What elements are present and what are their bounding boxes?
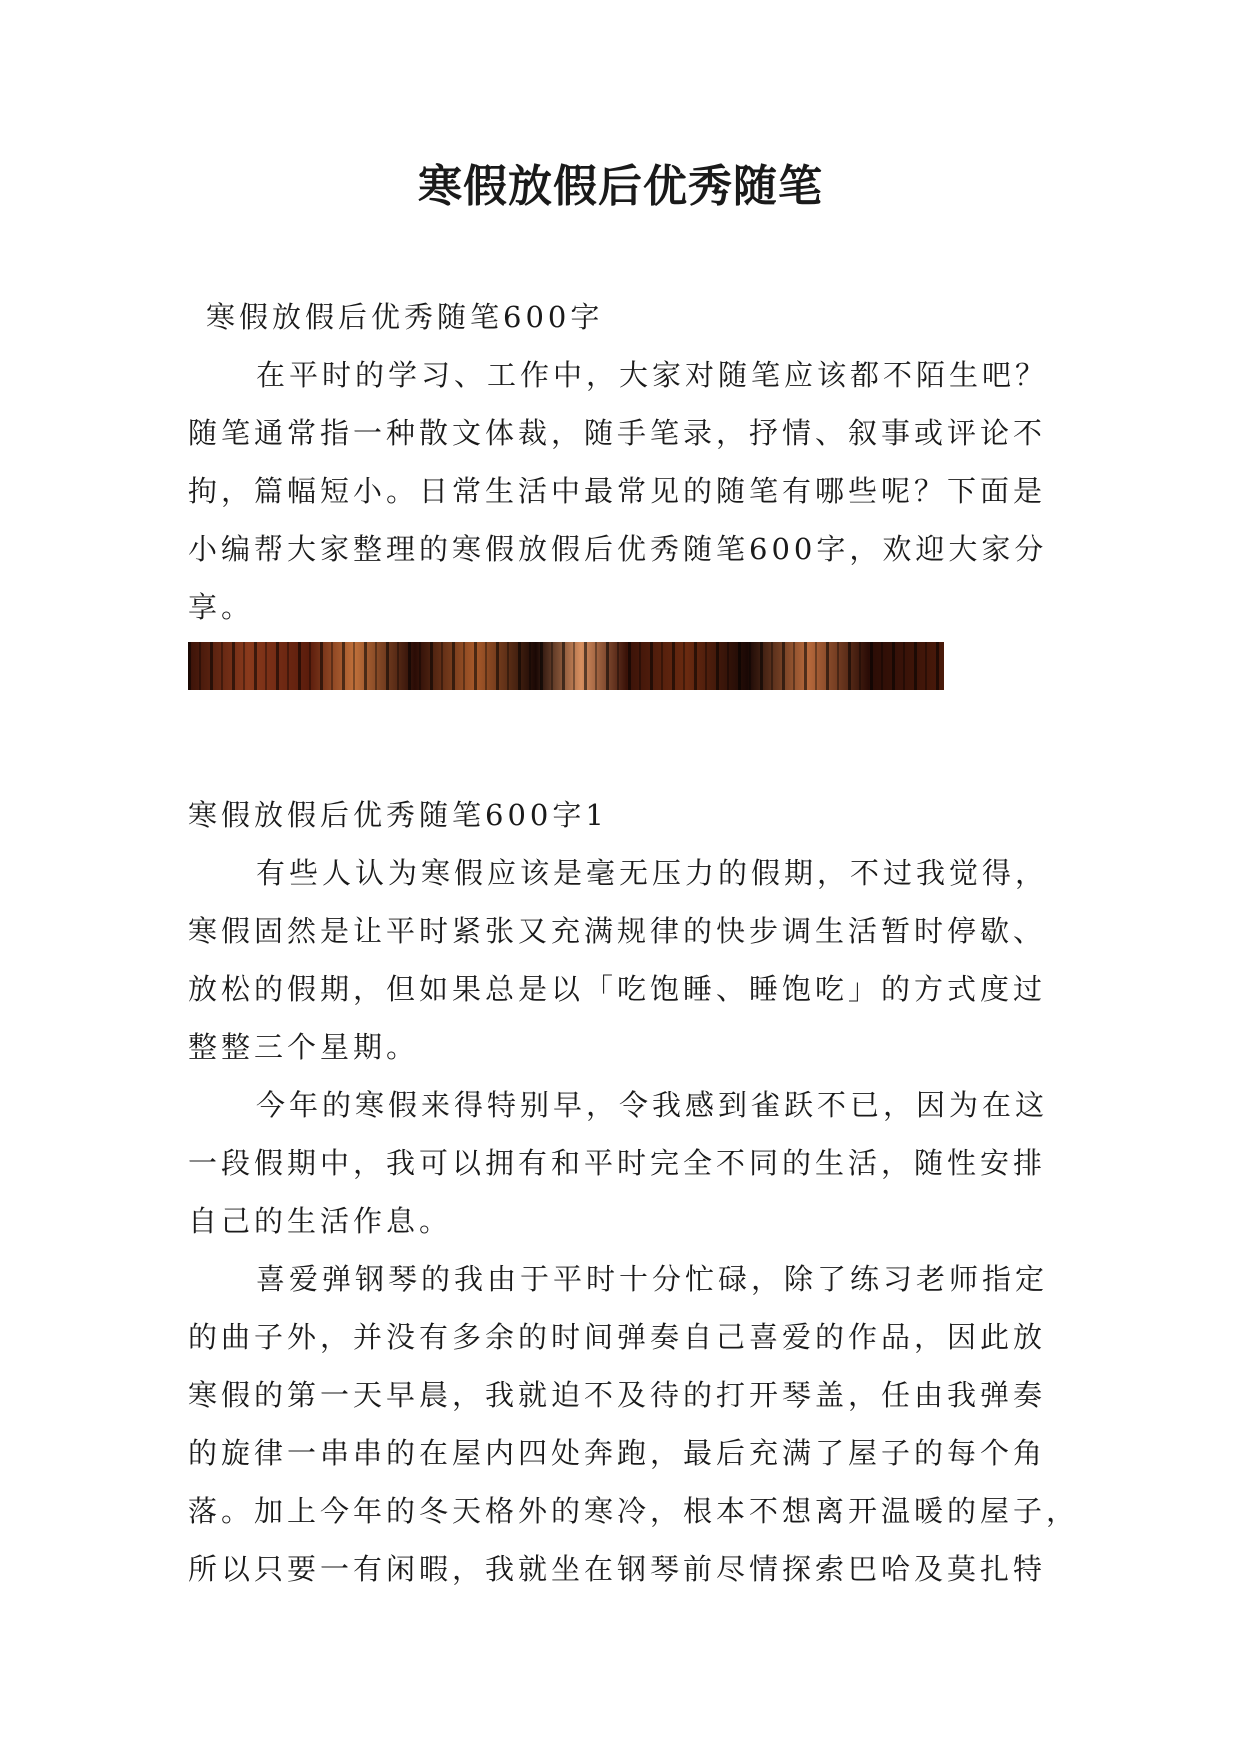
paragraph-line: 有些人认为寒假应该是毫无压力的假期，不过我觉得， bbox=[256, 856, 1049, 890]
paragraph-line: 整整三个星期。 bbox=[188, 1030, 420, 1064]
intro-line: 拘，篇幅短小。日常生活中最常见的随笔有哪些呢？下面是 bbox=[188, 474, 1047, 508]
document-title: 寒假放假后优秀随笔 bbox=[418, 161, 823, 212]
paragraph-line: 放松的假期，但如果总是以「吃饱睡、睡饱吃」的方式度过 bbox=[188, 972, 1047, 1006]
paragraph-line: 所以只要一有闲暇，我就坐在钢琴前尽情探索巴哈及莫扎特 bbox=[188, 1552, 1047, 1586]
paragraph-line: 自己的生活作息。 bbox=[188, 1204, 453, 1238]
paragraph-line: 的曲子外，并没有多余的时间弹奏自己喜爱的作品，因此放 bbox=[188, 1320, 1047, 1354]
intro-line: 享。 bbox=[188, 590, 255, 624]
intro-line: 随笔通常指一种散文体裁，随手笔录，抒情、叙事或评论不 bbox=[188, 416, 1047, 450]
paragraph-line: 寒假的第一天早晨，我就迫不及待的打开琴盖，任由我弹奏 bbox=[188, 1378, 1047, 1412]
paragraph-line: 寒假固然是让平时紧张又充满规律的快步调生活暂时停歇、 bbox=[188, 914, 1047, 948]
spacer bbox=[188, 690, 1056, 786]
banner-photo bbox=[188, 642, 944, 690]
paragraph-line: 落。加上今年的冬天格外的寒冷，根本不想离开温暖的屋子， bbox=[188, 1494, 1080, 1528]
paragraph-line: 喜爱弹钢琴的我由于平时十分忙碌，除了练习老师指定 bbox=[256, 1262, 1049, 1296]
document-body bbox=[188, 288, 1080, 1598]
paragraph-line: 今年的寒假来得特别早，令我感到雀跃不已，因为在这 bbox=[256, 1088, 1049, 1122]
intro-line: 在平时的学习、工作中，大家对随笔应该都不陌生吧？ bbox=[256, 358, 1049, 392]
paragraph-line: 的旋律一串串的在屋内四处奔跑，最后充满了屋子的每个角 bbox=[188, 1436, 1047, 1470]
article-subtitle: 寒假放假后优秀随笔600字 bbox=[206, 300, 604, 334]
section-heading: 寒假放假后优秀随笔600字1 bbox=[188, 798, 608, 832]
paragraph-line: 一段假期中，我可以拥有和平时完全不同的生活，随性安排 bbox=[188, 1146, 1047, 1180]
intro-line: 小编帮大家整理的寒假放假后优秀随笔600字，欢迎大家分 bbox=[188, 532, 1048, 566]
